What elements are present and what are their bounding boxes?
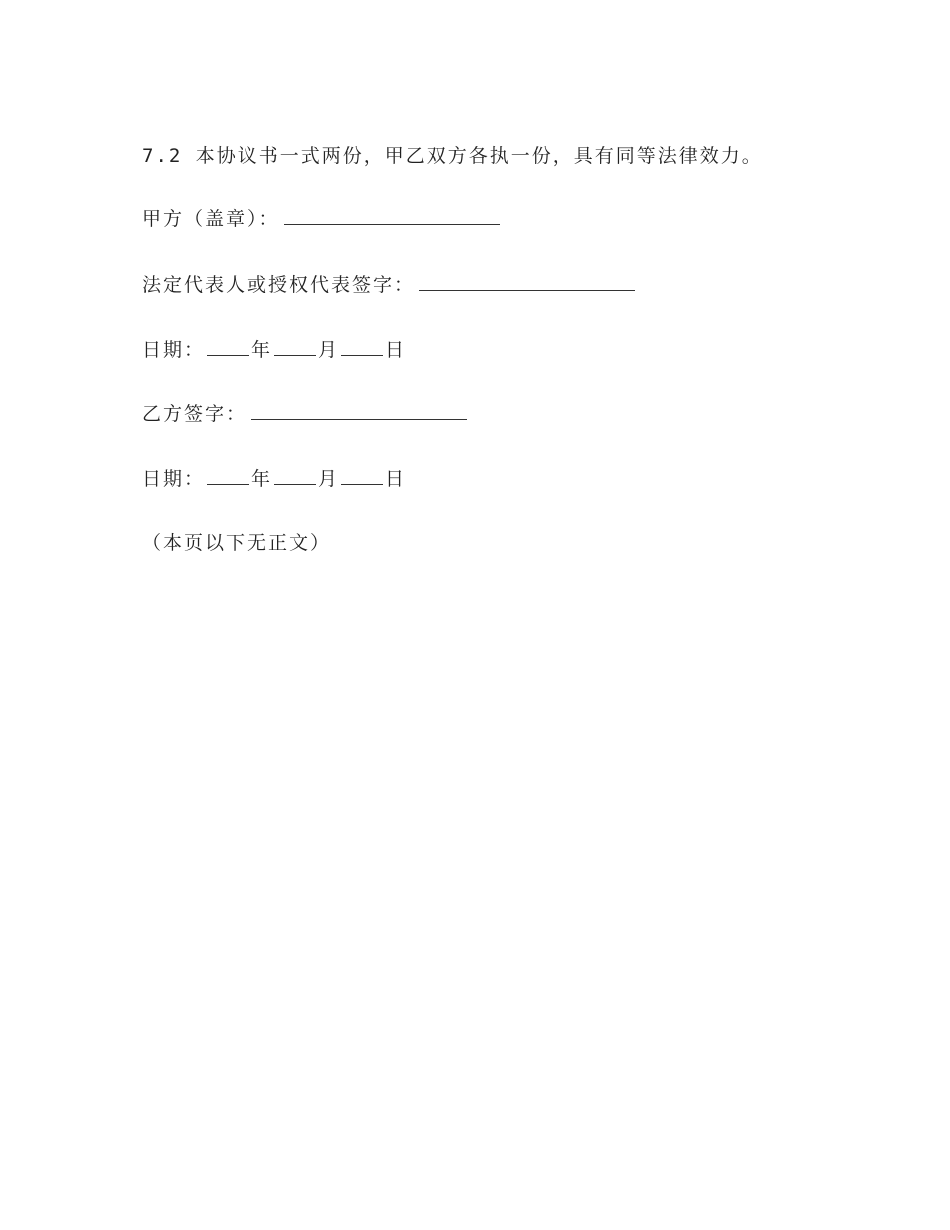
party-a-seal-blank[interactable]	[284, 206, 500, 225]
legal-rep-signature-blank[interactable]	[419, 272, 635, 291]
year-blank[interactable]	[207, 466, 249, 485]
date-label: 日期：	[142, 468, 206, 490]
month-blank[interactable]	[274, 337, 316, 356]
party-b-sign-label: 乙方签字：	[142, 403, 248, 425]
day-label: 日	[385, 339, 407, 361]
legal-rep-line	[142, 272, 635, 298]
legal-rep-label: 法定代表人或授权代表签字：	[142, 274, 416, 296]
day-label: 日	[385, 468, 407, 490]
day-blank[interactable]	[341, 466, 383, 485]
year-label: 年	[251, 339, 273, 361]
day-blank[interactable]	[341, 337, 383, 356]
clause-7-2: 7.2 本协议书一式两份，甲乙双方各执一份，具有同等法律效力。	[142, 145, 763, 167]
year-label: 年	[251, 468, 273, 490]
month-label: 月	[318, 339, 340, 361]
party-b-signature-blank[interactable]	[251, 401, 467, 420]
month-blank[interactable]	[274, 466, 316, 485]
party-b-date-line	[142, 466, 406, 492]
month-label: 月	[318, 468, 340, 490]
end-note: （本页以下无正文）	[142, 532, 332, 554]
party-a-seal-label: 甲方（盖章）：	[142, 208, 280, 230]
year-blank[interactable]	[207, 337, 249, 356]
party-a-seal-line	[142, 206, 500, 232]
party-b-sign-line	[142, 401, 467, 427]
party-a-date-line	[142, 337, 406, 363]
date-label: 日期：	[142, 339, 206, 361]
